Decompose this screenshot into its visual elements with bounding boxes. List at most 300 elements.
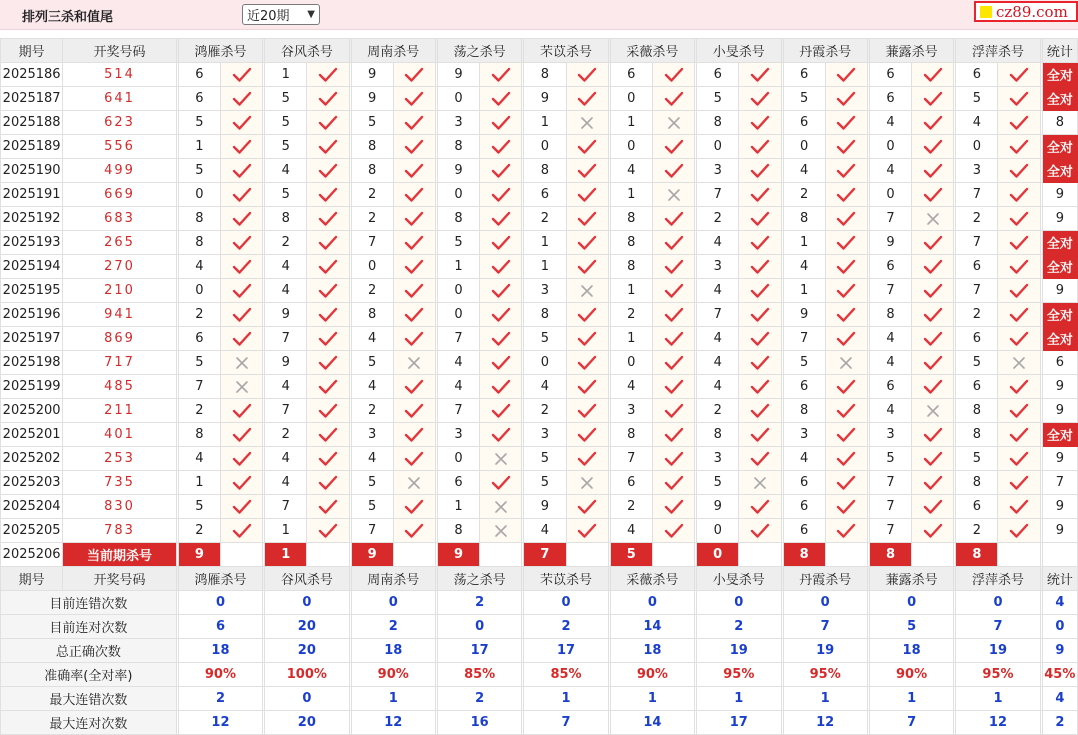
check-icon: [307, 111, 349, 135]
table-row: [1, 471, 1078, 495]
current-kill-value: 9: [351, 543, 393, 567]
header-stat: 统计: [1042, 39, 1077, 63]
check-icon: [566, 183, 608, 207]
summary-row: [1, 663, 1078, 687]
check-icon: [393, 399, 435, 423]
check-icon: [480, 159, 522, 183]
check-icon: [739, 375, 781, 399]
current-stat-blank: [1042, 543, 1077, 567]
summary-value: 0: [265, 687, 349, 711]
period-cell: 2025194: [1, 255, 63, 279]
check-icon: [393, 327, 435, 351]
kill-number-cell: 8: [437, 135, 479, 159]
kill-number-cell: 8: [178, 231, 220, 255]
check-icon: [652, 135, 694, 159]
kill-number-cell: 2: [178, 303, 220, 327]
kill-number-cell: 5: [783, 351, 825, 375]
kill-number-cell: 4: [178, 255, 220, 279]
kill-number-cell: 8: [783, 207, 825, 231]
header-period: 期号: [1, 39, 63, 63]
kill-number-cell: 0: [437, 183, 479, 207]
kill-number-cell: 7: [697, 303, 739, 327]
check-icon: [912, 255, 954, 279]
period-cell: 2025186: [1, 63, 63, 87]
stat-cell: 全对: [1042, 231, 1077, 255]
cross-icon: [393, 351, 435, 375]
kill-number-cell: 4: [697, 351, 739, 375]
summary-value: 7: [783, 615, 867, 639]
check-icon: [652, 159, 694, 183]
kill-number-cell: 8: [178, 207, 220, 231]
kill-number-cell: 4: [351, 447, 393, 471]
header-expert-4: 芣苡杀号: [524, 567, 608, 591]
table-row: [1, 375, 1078, 399]
kill-number-cell: 4: [524, 519, 566, 543]
check-icon: [307, 423, 349, 447]
kill-number-cell: 5: [351, 471, 393, 495]
kill-number-cell: 5: [351, 495, 393, 519]
check-icon: [307, 231, 349, 255]
check-icon: [739, 207, 781, 231]
kill-number-cell: 9: [265, 303, 307, 327]
cross-icon: [220, 375, 262, 399]
kill-number-cell: 6: [437, 471, 479, 495]
summary-value: 18: [351, 639, 435, 663]
kill-number-cell: 8: [783, 399, 825, 423]
summary-value: 17: [524, 639, 608, 663]
check-icon: [307, 207, 349, 231]
stat-cell: 9: [1042, 207, 1077, 231]
stat-cell: 9: [1042, 399, 1077, 423]
check-icon: [393, 423, 435, 447]
check-icon: [739, 327, 781, 351]
kill-number-cell: 6: [869, 63, 911, 87]
check-icon: [652, 255, 694, 279]
kill-number-cell: 4: [265, 279, 307, 303]
kill-number-cell: 2: [351, 207, 393, 231]
check-icon: [739, 255, 781, 279]
stat-cell: 9: [1042, 183, 1077, 207]
kill-number-cell: 4: [610, 519, 652, 543]
check-icon: [998, 183, 1040, 207]
check-icon: [393, 135, 435, 159]
kill-number-cell: 5: [178, 159, 220, 183]
cross-icon: [220, 351, 262, 375]
kill-number-cell: 0: [697, 519, 739, 543]
summary-value: 1: [956, 687, 1040, 711]
current-kill-label: 当前期杀号: [63, 543, 177, 567]
summary-value: 90%: [178, 663, 262, 687]
summary-value: 0: [956, 591, 1040, 615]
summary-stat: 2: [1042, 711, 1077, 735]
check-icon: [566, 255, 608, 279]
check-icon: [220, 399, 262, 423]
summary-value: 2: [178, 687, 262, 711]
summary-value: 0: [437, 615, 521, 639]
kill-number-cell: 8: [351, 135, 393, 159]
kill-number-cell: 2: [956, 303, 998, 327]
kill-number-cell: 0: [610, 351, 652, 375]
kill-number-cell: 8: [524, 303, 566, 327]
draw-number-cell: 717: [63, 351, 177, 375]
kill-number-cell: 0: [869, 135, 911, 159]
kill-number-cell: 7: [265, 495, 307, 519]
summary-label: 最大连错次数: [1, 687, 177, 711]
kill-number-cell: 2: [524, 399, 566, 423]
table-header-row: [1, 39, 1078, 63]
check-icon: [480, 207, 522, 231]
kill-number-cell: 9: [783, 303, 825, 327]
summary-row: [1, 615, 1078, 639]
summary-value: 19: [697, 639, 781, 663]
check-icon: [912, 87, 954, 111]
kill-number-cell: 6: [178, 63, 220, 87]
check-icon: [998, 447, 1040, 471]
kill-number-cell: 0: [178, 279, 220, 303]
check-icon: [566, 63, 608, 87]
current-kill-value: 8: [783, 543, 825, 567]
check-icon: [480, 423, 522, 447]
check-icon: [652, 327, 694, 351]
kill-number-cell: 1: [610, 279, 652, 303]
stat-cell: 9: [1042, 279, 1077, 303]
header-expert-1: 谷风杀号: [265, 567, 349, 591]
stat-cell: 7: [1042, 471, 1077, 495]
current-kill-value: 8: [869, 543, 911, 567]
current-kill-value: 1: [265, 543, 307, 567]
kill-number-cell: 5: [265, 183, 307, 207]
period-cell: 2025192: [1, 207, 63, 231]
cross-icon: [480, 519, 522, 543]
check-icon: [220, 111, 262, 135]
current-blank-cell: [825, 543, 867, 567]
kill-number-cell: 4: [783, 159, 825, 183]
summary-row: [1, 687, 1078, 711]
summary-label: 目前连错次数: [1, 591, 177, 615]
kill-number-cell: 3: [869, 423, 911, 447]
kill-number-cell: 1: [178, 135, 220, 159]
check-icon: [220, 471, 262, 495]
check-icon: [825, 111, 867, 135]
current-period-row: [1, 543, 1078, 567]
kill-number-cell: 0: [697, 135, 739, 159]
check-icon: [393, 375, 435, 399]
kill-number-cell: 9: [524, 87, 566, 111]
kill-number-cell: 7: [869, 471, 911, 495]
kill-number-cell: 6: [178, 327, 220, 351]
check-icon: [220, 255, 262, 279]
check-icon: [220, 135, 262, 159]
kill-number-cell: 3: [437, 111, 479, 135]
kill-number-cell: 6: [956, 495, 998, 519]
summary-value: 2: [697, 615, 781, 639]
summary-value: 14: [610, 711, 694, 735]
check-icon: [480, 303, 522, 327]
kill-number-cell: 4: [697, 327, 739, 351]
kill-number-cell: 6: [783, 63, 825, 87]
kill-number-cell: 2: [351, 183, 393, 207]
header-expert-8: 蒹露杀号: [869, 567, 953, 591]
period-cell: 2025195: [1, 279, 63, 303]
current-blank-cell: [480, 543, 522, 567]
period-cell: 2025188: [1, 111, 63, 135]
check-icon: [998, 399, 1040, 423]
summary-value: 7: [869, 711, 953, 735]
kill-number-cell: 0: [610, 87, 652, 111]
kill-number-cell: 2: [783, 183, 825, 207]
summary-value: 12: [783, 711, 867, 735]
summary-value: 85%: [524, 663, 608, 687]
kill-number-cell: 7: [956, 279, 998, 303]
header-draw-number: 开奖号码: [63, 39, 177, 63]
current-blank-cell: [307, 543, 349, 567]
summary-value: 16: [437, 711, 521, 735]
current-kill-value: 7: [524, 543, 566, 567]
stat-cell: 6: [1042, 351, 1077, 375]
check-icon: [652, 231, 694, 255]
table-row: [1, 87, 1078, 111]
kill-number-cell: 5: [956, 351, 998, 375]
stat-cell: 全对: [1042, 159, 1077, 183]
summary-value: 0: [524, 591, 608, 615]
kill-number-cell: 1: [265, 63, 307, 87]
kill-number-cell: 3: [351, 423, 393, 447]
check-icon: [912, 63, 954, 87]
current-kill-value: 9: [437, 543, 479, 567]
kill-number-cell: 8: [524, 159, 566, 183]
kill-number-cell: 6: [869, 87, 911, 111]
kill-number-cell: 7: [610, 447, 652, 471]
header-expert-1: 谷风杀号: [265, 39, 349, 63]
draw-number-cell: 265: [63, 231, 177, 255]
check-icon: [307, 375, 349, 399]
summary-value: 7: [956, 615, 1040, 639]
current-blank-cell: [912, 543, 954, 567]
check-icon: [480, 87, 522, 111]
kill-number-cell: 4: [437, 375, 479, 399]
check-icon: [566, 495, 608, 519]
check-icon: [480, 63, 522, 87]
kill-number-cell: 7: [869, 495, 911, 519]
check-icon: [652, 279, 694, 303]
summary-value: 0: [351, 591, 435, 615]
check-icon: [652, 207, 694, 231]
stat-cell: 全对: [1042, 423, 1077, 447]
table-header-row: [1, 567, 1078, 591]
kill-number-cell: 9: [351, 87, 393, 111]
draw-number-cell: 669: [63, 183, 177, 207]
summary-value: 0: [869, 591, 953, 615]
check-icon: [739, 111, 781, 135]
check-icon: [739, 495, 781, 519]
table-row: [1, 135, 1078, 159]
check-icon: [480, 255, 522, 279]
kill-number-cell: 9: [265, 351, 307, 375]
kill-number-cell: 4: [524, 375, 566, 399]
summary-value: 6: [178, 615, 262, 639]
kill-number-cell: 4: [265, 447, 307, 471]
check-icon: [566, 375, 608, 399]
kill-number-cell: 8: [437, 207, 479, 231]
check-icon: [739, 351, 781, 375]
kill-number-cell: 5: [783, 87, 825, 111]
kill-number-cell: 6: [783, 519, 825, 543]
header-period: 期号: [1, 567, 63, 591]
kill-number-cell: 4: [697, 279, 739, 303]
check-icon: [652, 495, 694, 519]
check-icon: [220, 423, 262, 447]
draw-number-cell: 623: [63, 111, 177, 135]
check-icon: [652, 375, 694, 399]
check-icon: [825, 303, 867, 327]
cross-icon: [652, 111, 694, 135]
check-icon: [566, 207, 608, 231]
kill-number-cell: 1: [524, 231, 566, 255]
check-icon: [998, 63, 1040, 87]
check-icon: [825, 135, 867, 159]
kill-number-cell: 9: [351, 63, 393, 87]
summary-value: 95%: [783, 663, 867, 687]
cross-icon: [566, 111, 608, 135]
kill-number-cell: 6: [610, 63, 652, 87]
summary-value: 0: [265, 591, 349, 615]
summary-value: 14: [610, 615, 694, 639]
summary-value: 20: [265, 639, 349, 663]
period-cell: 2025203: [1, 471, 63, 495]
draw-number-cell: 401: [63, 423, 177, 447]
check-icon: [998, 255, 1040, 279]
summary-value: 1: [351, 687, 435, 711]
summary-value: 1: [869, 687, 953, 711]
kill-number-cell: 0: [437, 447, 479, 471]
kill-number-cell: 8: [610, 423, 652, 447]
kill-number-cell: 9: [524, 495, 566, 519]
check-icon: [480, 279, 522, 303]
period-cell: 2025196: [1, 303, 63, 327]
summary-value: 12: [351, 711, 435, 735]
current-period-cell: 2025206: [1, 543, 63, 567]
check-icon: [307, 519, 349, 543]
check-icon: [825, 423, 867, 447]
table-row: [1, 351, 1078, 375]
kill-number-cell: 0: [437, 279, 479, 303]
kill-number-cell: 6: [178, 87, 220, 111]
check-icon: [393, 207, 435, 231]
check-icon: [307, 327, 349, 351]
kill-number-cell: 0: [437, 303, 479, 327]
stat-cell: 全对: [1042, 303, 1077, 327]
summary-value: 1: [783, 687, 867, 711]
check-icon: [220, 87, 262, 111]
cross-icon: [825, 351, 867, 375]
kill-number-cell: 1: [610, 327, 652, 351]
check-icon: [307, 447, 349, 471]
kill-number-cell: 8: [351, 303, 393, 327]
kill-number-cell: 5: [178, 111, 220, 135]
table-row: [1, 183, 1078, 207]
kill-number-cell: 4: [437, 351, 479, 375]
check-icon: [739, 87, 781, 111]
kill-number-cell: 2: [610, 495, 652, 519]
kill-number-cell: 3: [697, 159, 739, 183]
cross-icon: [480, 495, 522, 519]
kill-number-cell: 4: [265, 471, 307, 495]
current-blank-cell: [739, 543, 781, 567]
kill-number-cell: 2: [351, 279, 393, 303]
kill-number-cell: 7: [956, 183, 998, 207]
kill-number-cell: 6: [956, 327, 998, 351]
stat-cell: 全对: [1042, 63, 1077, 87]
check-icon: [652, 423, 694, 447]
summary-row: [1, 711, 1078, 735]
summary-value: 0: [178, 591, 262, 615]
draw-number-cell: 499: [63, 159, 177, 183]
kill-number-cell: 7: [697, 183, 739, 207]
check-icon: [652, 471, 694, 495]
kill-number-cell: 8: [178, 423, 220, 447]
header-expert-0: 鸿雁杀号: [178, 39, 262, 63]
check-icon: [393, 87, 435, 111]
check-icon: [307, 255, 349, 279]
stat-cell: 全对: [1042, 327, 1077, 351]
check-icon: [912, 303, 954, 327]
check-icon: [825, 279, 867, 303]
summary-value: 2: [437, 687, 521, 711]
kill-number-cell: 7: [265, 399, 307, 423]
check-icon: [825, 519, 867, 543]
check-icon: [825, 183, 867, 207]
cross-icon: [393, 471, 435, 495]
kill-number-cell: 8: [610, 231, 652, 255]
draw-number-cell: 270: [63, 255, 177, 279]
table-row: [1, 231, 1078, 255]
period-select[interactable]: [242, 4, 320, 25]
check-icon: [566, 87, 608, 111]
site-logo[interactable]: [974, 1, 1078, 22]
check-icon: [307, 87, 349, 111]
draw-number-cell: 485: [63, 375, 177, 399]
check-icon: [307, 399, 349, 423]
kill-number-cell: 4: [697, 231, 739, 255]
kill-number-cell: 6: [524, 183, 566, 207]
kill-number-cell: 3: [437, 423, 479, 447]
stat-cell: 9: [1042, 495, 1077, 519]
draw-number-cell: 735: [63, 471, 177, 495]
check-icon: [739, 279, 781, 303]
kill-number-cell: 4: [265, 255, 307, 279]
cross-icon: [566, 471, 608, 495]
kill-number-cell: 7: [351, 519, 393, 543]
kill-number-cell: 5: [956, 87, 998, 111]
kill-number-cell: 2: [524, 207, 566, 231]
draw-number-cell: 211: [63, 399, 177, 423]
check-icon: [739, 135, 781, 159]
check-icon: [912, 351, 954, 375]
check-icon: [652, 447, 694, 471]
check-icon: [652, 399, 694, 423]
cross-icon: [652, 183, 694, 207]
kill-number-cell: 7: [869, 279, 911, 303]
kill-number-cell: 7: [869, 519, 911, 543]
draw-number-cell: 869: [63, 327, 177, 351]
check-icon: [912, 423, 954, 447]
summary-label: 最大连对次数: [1, 711, 177, 735]
check-icon: [912, 159, 954, 183]
header-expert-6: 小旻杀号: [697, 567, 781, 591]
period-cell: 2025201: [1, 423, 63, 447]
kill-number-cell: 5: [351, 351, 393, 375]
current-blank-cell: [998, 543, 1040, 567]
